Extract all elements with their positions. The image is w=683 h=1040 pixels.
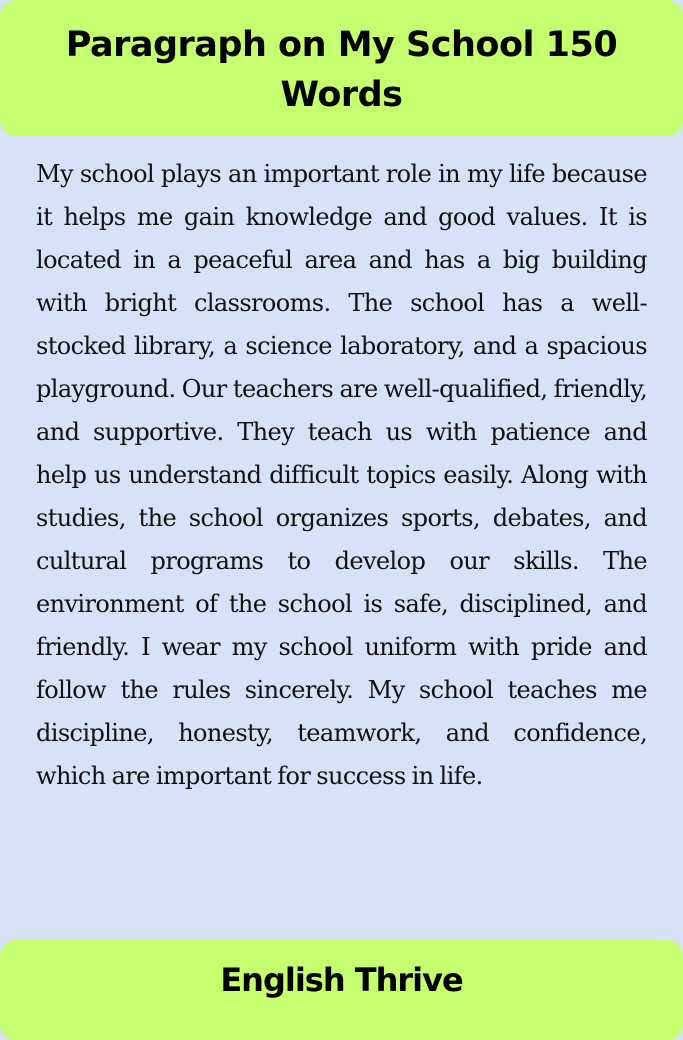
page-title: Paragraph on My School 150 Words: [65, 25, 618, 115]
title-banner: [0, 0, 683, 136]
paragraph-body: My school plays an important role in my life because it helps me gain knowledge and good values. It is located in a peaceful area and has a big building with bright classrooms. The school has a well-stocked library, a science laboratory, and a spacious playground. Our teachers are well-qualified, friendly, and supportive. They teach us with patience and help us understand difficult topics easily. Along with studies, the school organizes sports, debates, and cultural programs to develop our skills. The environment of the school is safe, disciplined, and friendly. I wear my school uniform with pride and follow the rules sincerely. My school teaches me discipline, honesty, teamwork, and confidence, which are important for success in life.: [36, 160, 647, 790]
brand-name: English Thrive: [220, 961, 463, 999]
footer-banner: [0, 940, 683, 1040]
